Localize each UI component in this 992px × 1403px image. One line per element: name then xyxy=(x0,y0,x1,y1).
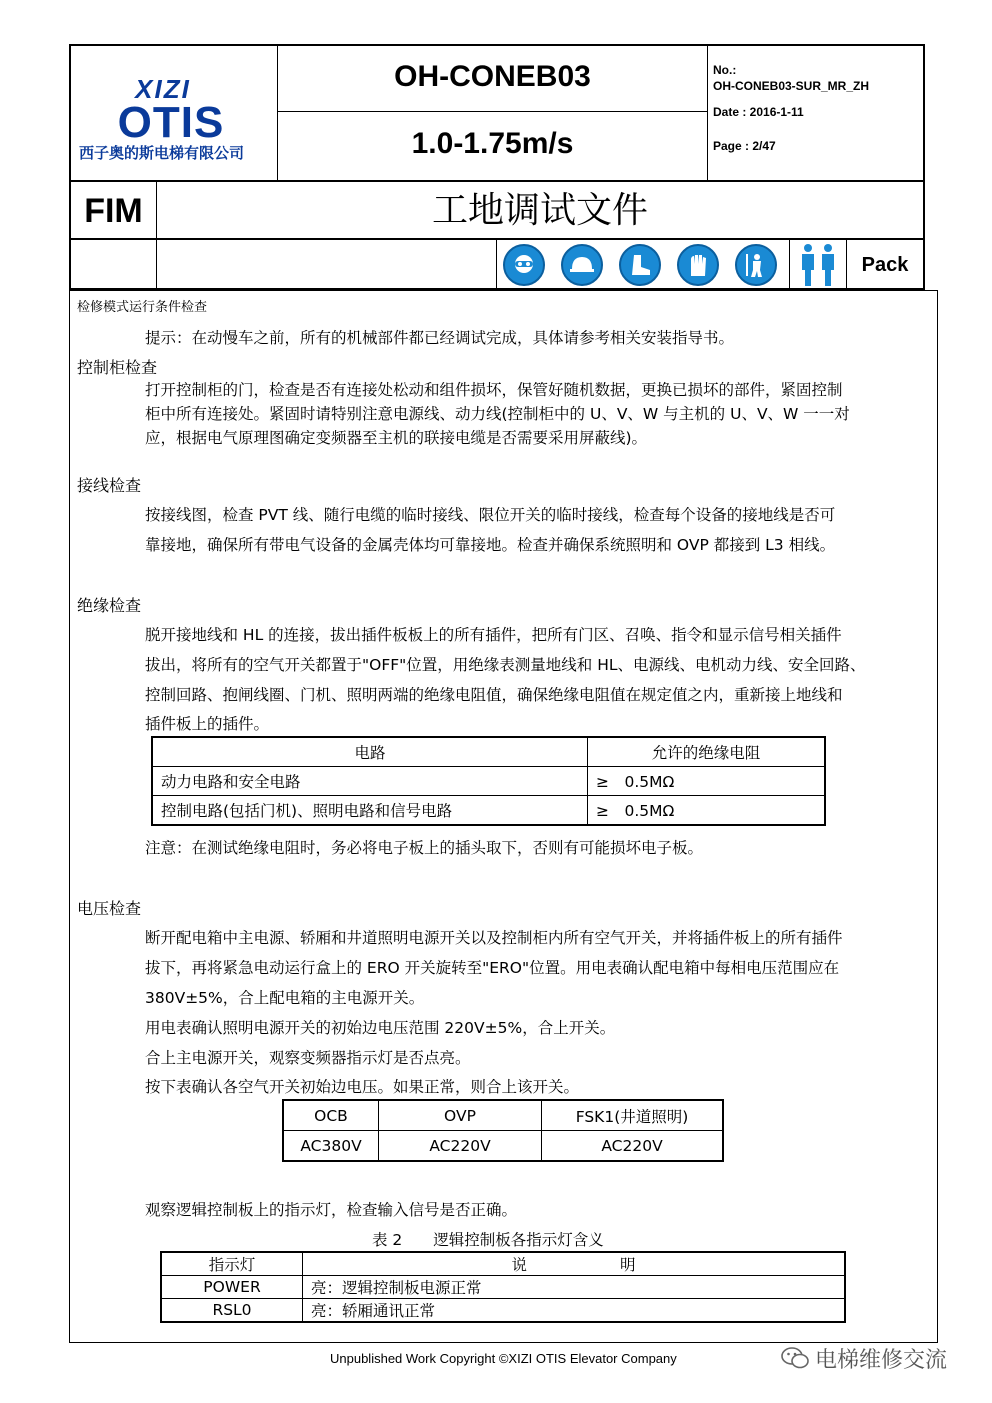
cabinet-line: 应，根据电气原理图确定变频器至主机的联接电缆是否需要采用屏蔽线)。 xyxy=(145,429,648,447)
insulation-line: 拔出，将所有的空气开关都置于"OFF"位置，用绝缘表测量地线和 HL、电源线、电机动力线、安全回路、 xyxy=(145,656,866,674)
table-header-cell: 允许的绝缘电阻 xyxy=(588,737,826,767)
voltage-line: 断开配电箱中主电源、轿厢和井道照明电源开关以及控制柜内所有空气开关，并将插件板上的所有插件 xyxy=(145,929,843,947)
logo-cell xyxy=(71,46,278,180)
wiring-line: 靠接地，确保所有带电气设备的金属壳体均可靠接地。检查并确保系统照明和 OVP 都接到 L3 相线。 xyxy=(145,536,836,554)
safety-boot-icon xyxy=(619,244,661,286)
table-row xyxy=(152,796,825,826)
pack-label: Pack xyxy=(861,254,909,276)
tip-text: 提示：在动慢车之前，所有的机械部件都已经调试完成，具体请参考相关安装指导书。 xyxy=(145,329,735,347)
table-cell: AC220V xyxy=(379,1131,542,1162)
insulation-heading: 绝缘检查 xyxy=(77,596,142,615)
voltage-line: 按下表确认各空气开关初始边电压。如果正常，则合上该开关。 xyxy=(145,1078,580,1096)
switch-voltage-table xyxy=(282,1099,724,1162)
voltage-line: 拔下，再将紧急电动运行盒上的 ERO 开关旋转至"ERO"位置。用电表确认配电箱中每相电压范围应在 xyxy=(145,959,840,977)
table-row xyxy=(161,1299,845,1323)
insulation-line: 插件板上的插件。 xyxy=(145,715,270,733)
ppe-row-blank-2 xyxy=(157,240,497,290)
helmet-icon xyxy=(561,244,603,286)
table-header-row xyxy=(283,1100,723,1131)
table-row xyxy=(161,1276,845,1299)
speed-range: 1.0-1.75m/s xyxy=(278,112,708,180)
table-cell: ≥ 0.5MΩ xyxy=(588,796,826,826)
voltage-line: 380V±5%，合上配电箱的主电源开关。 xyxy=(145,989,425,1007)
ppe-icons xyxy=(497,240,789,290)
table-header-cell: 指示灯 xyxy=(161,1252,303,1276)
watermark-text: 电梯维修交流 xyxy=(815,1348,948,1373)
document-title: 工地调试文件 xyxy=(431,190,648,231)
table-header-cell: OVP xyxy=(379,1100,542,1131)
logo-xizi: XIZI xyxy=(135,74,191,104)
table-cell: 控制电路(包括门机)、照明电路和信号电路 xyxy=(152,796,588,826)
insulation-table xyxy=(151,736,826,826)
logo-company-name: 西子奥的斯电梯有限公司 xyxy=(79,144,245,162)
table-header-cell: OCB xyxy=(283,1100,379,1131)
glove-icon xyxy=(677,244,719,286)
table-cell: POWER xyxy=(161,1276,303,1299)
table-row xyxy=(283,1131,723,1162)
ppe-row xyxy=(71,238,923,288)
cabinet-line: 打开控制柜的门，检查是否有连接处松动和组件损坏，保管好随机数据，更换已损坏的部件，紧固控制 xyxy=(145,381,843,399)
table-cell: RSL0 xyxy=(161,1299,303,1323)
cabinet-line: 柜中所有连接处。紧固时请特别注意电源线、动力线(控制柜中的 U、V、W 与主机的 U、V、W 一一对 xyxy=(145,405,850,423)
table-header-row xyxy=(161,1252,845,1276)
insulation-line: 脱开接地线和 HL 的连接，拔出插件板板上的所有插件，把所有门区、召唤、指令和显示信号相关插件 xyxy=(145,626,842,644)
table-cell: 亮：轿厢通讯正常 xyxy=(303,1299,846,1323)
voltage-line: 用电表确认照明电源开关的初始边电压范围 220V±5%，合上开关。 xyxy=(145,1019,616,1037)
table-header-cell: FSK1(井道照明) xyxy=(542,1100,724,1131)
wiring-heading: 接线检查 xyxy=(77,476,142,495)
observe-text: 观察逻辑控制板上的指示灯，检查输入信号是否正确。 xyxy=(145,1201,518,1219)
table-cell: 动力电路和安全电路 xyxy=(152,767,588,796)
two-people-icon xyxy=(789,240,847,290)
voltage-line: 合上主电源开关，观察变频器指示灯是否点亮。 xyxy=(145,1049,471,1067)
doc-no-value: OH-CONEB03-SUR_MR_ZH xyxy=(713,79,870,93)
harness-icon xyxy=(735,244,777,286)
ppe-row-blank-1 xyxy=(71,240,157,290)
cabinet-heading: 控制柜检查 xyxy=(77,358,158,377)
goggles-icon xyxy=(503,244,545,286)
indicator-table xyxy=(160,1251,846,1323)
insulation-note: 注意：在测试绝缘电阻时，务必将电子板上的插头取下，否则有可能损坏电子板。 xyxy=(145,839,704,857)
doc-date: Date : 2016-1-11 xyxy=(713,105,804,119)
table-header-cell: 说 明 xyxy=(303,1252,846,1276)
document-info xyxy=(708,46,923,180)
title-row xyxy=(71,180,923,240)
doc-page: Page : 2/47 xyxy=(713,139,776,153)
table-cell: ≥ 0.5MΩ xyxy=(588,767,826,796)
insulation-line: 控制回路、抱闸线圈、门机、照明两端的绝缘电阻值，确保绝缘电阻值在规定值之内，重新接上地线和 xyxy=(145,686,843,704)
wiring-line: 按接线图，检查 PVT 线、随行电缆的临时接线、限位开关的临时接线，检查每个设备的接地线是否可 xyxy=(145,506,836,524)
section-title: 检修模式运行条件检查 xyxy=(77,300,208,315)
voltage-heading: 电压检查 xyxy=(77,899,142,918)
table-row xyxy=(152,767,825,796)
document-header xyxy=(69,44,925,290)
fim-label: FIM xyxy=(71,182,157,240)
logo-otis: OTIS xyxy=(117,98,225,147)
table-cell: AC220V xyxy=(542,1131,724,1162)
table-cell: 亮：逻辑控制板电源正常 xyxy=(303,1276,846,1299)
copyright-footer: Unpublished Work Copyright ©XIZI OTIS Elevator Company xyxy=(330,1351,677,1366)
wechat-icon xyxy=(780,1345,810,1371)
table-header-row xyxy=(152,737,825,767)
doc-no-label: No.: xyxy=(713,63,737,77)
table-cell: AC380V xyxy=(283,1131,379,1162)
table2-caption: 表 2 逻辑控制板各指示灯含义 xyxy=(372,1231,604,1249)
document-code: OH-CONEB03 xyxy=(278,46,708,112)
table-header-cell: 电路 xyxy=(152,737,588,767)
